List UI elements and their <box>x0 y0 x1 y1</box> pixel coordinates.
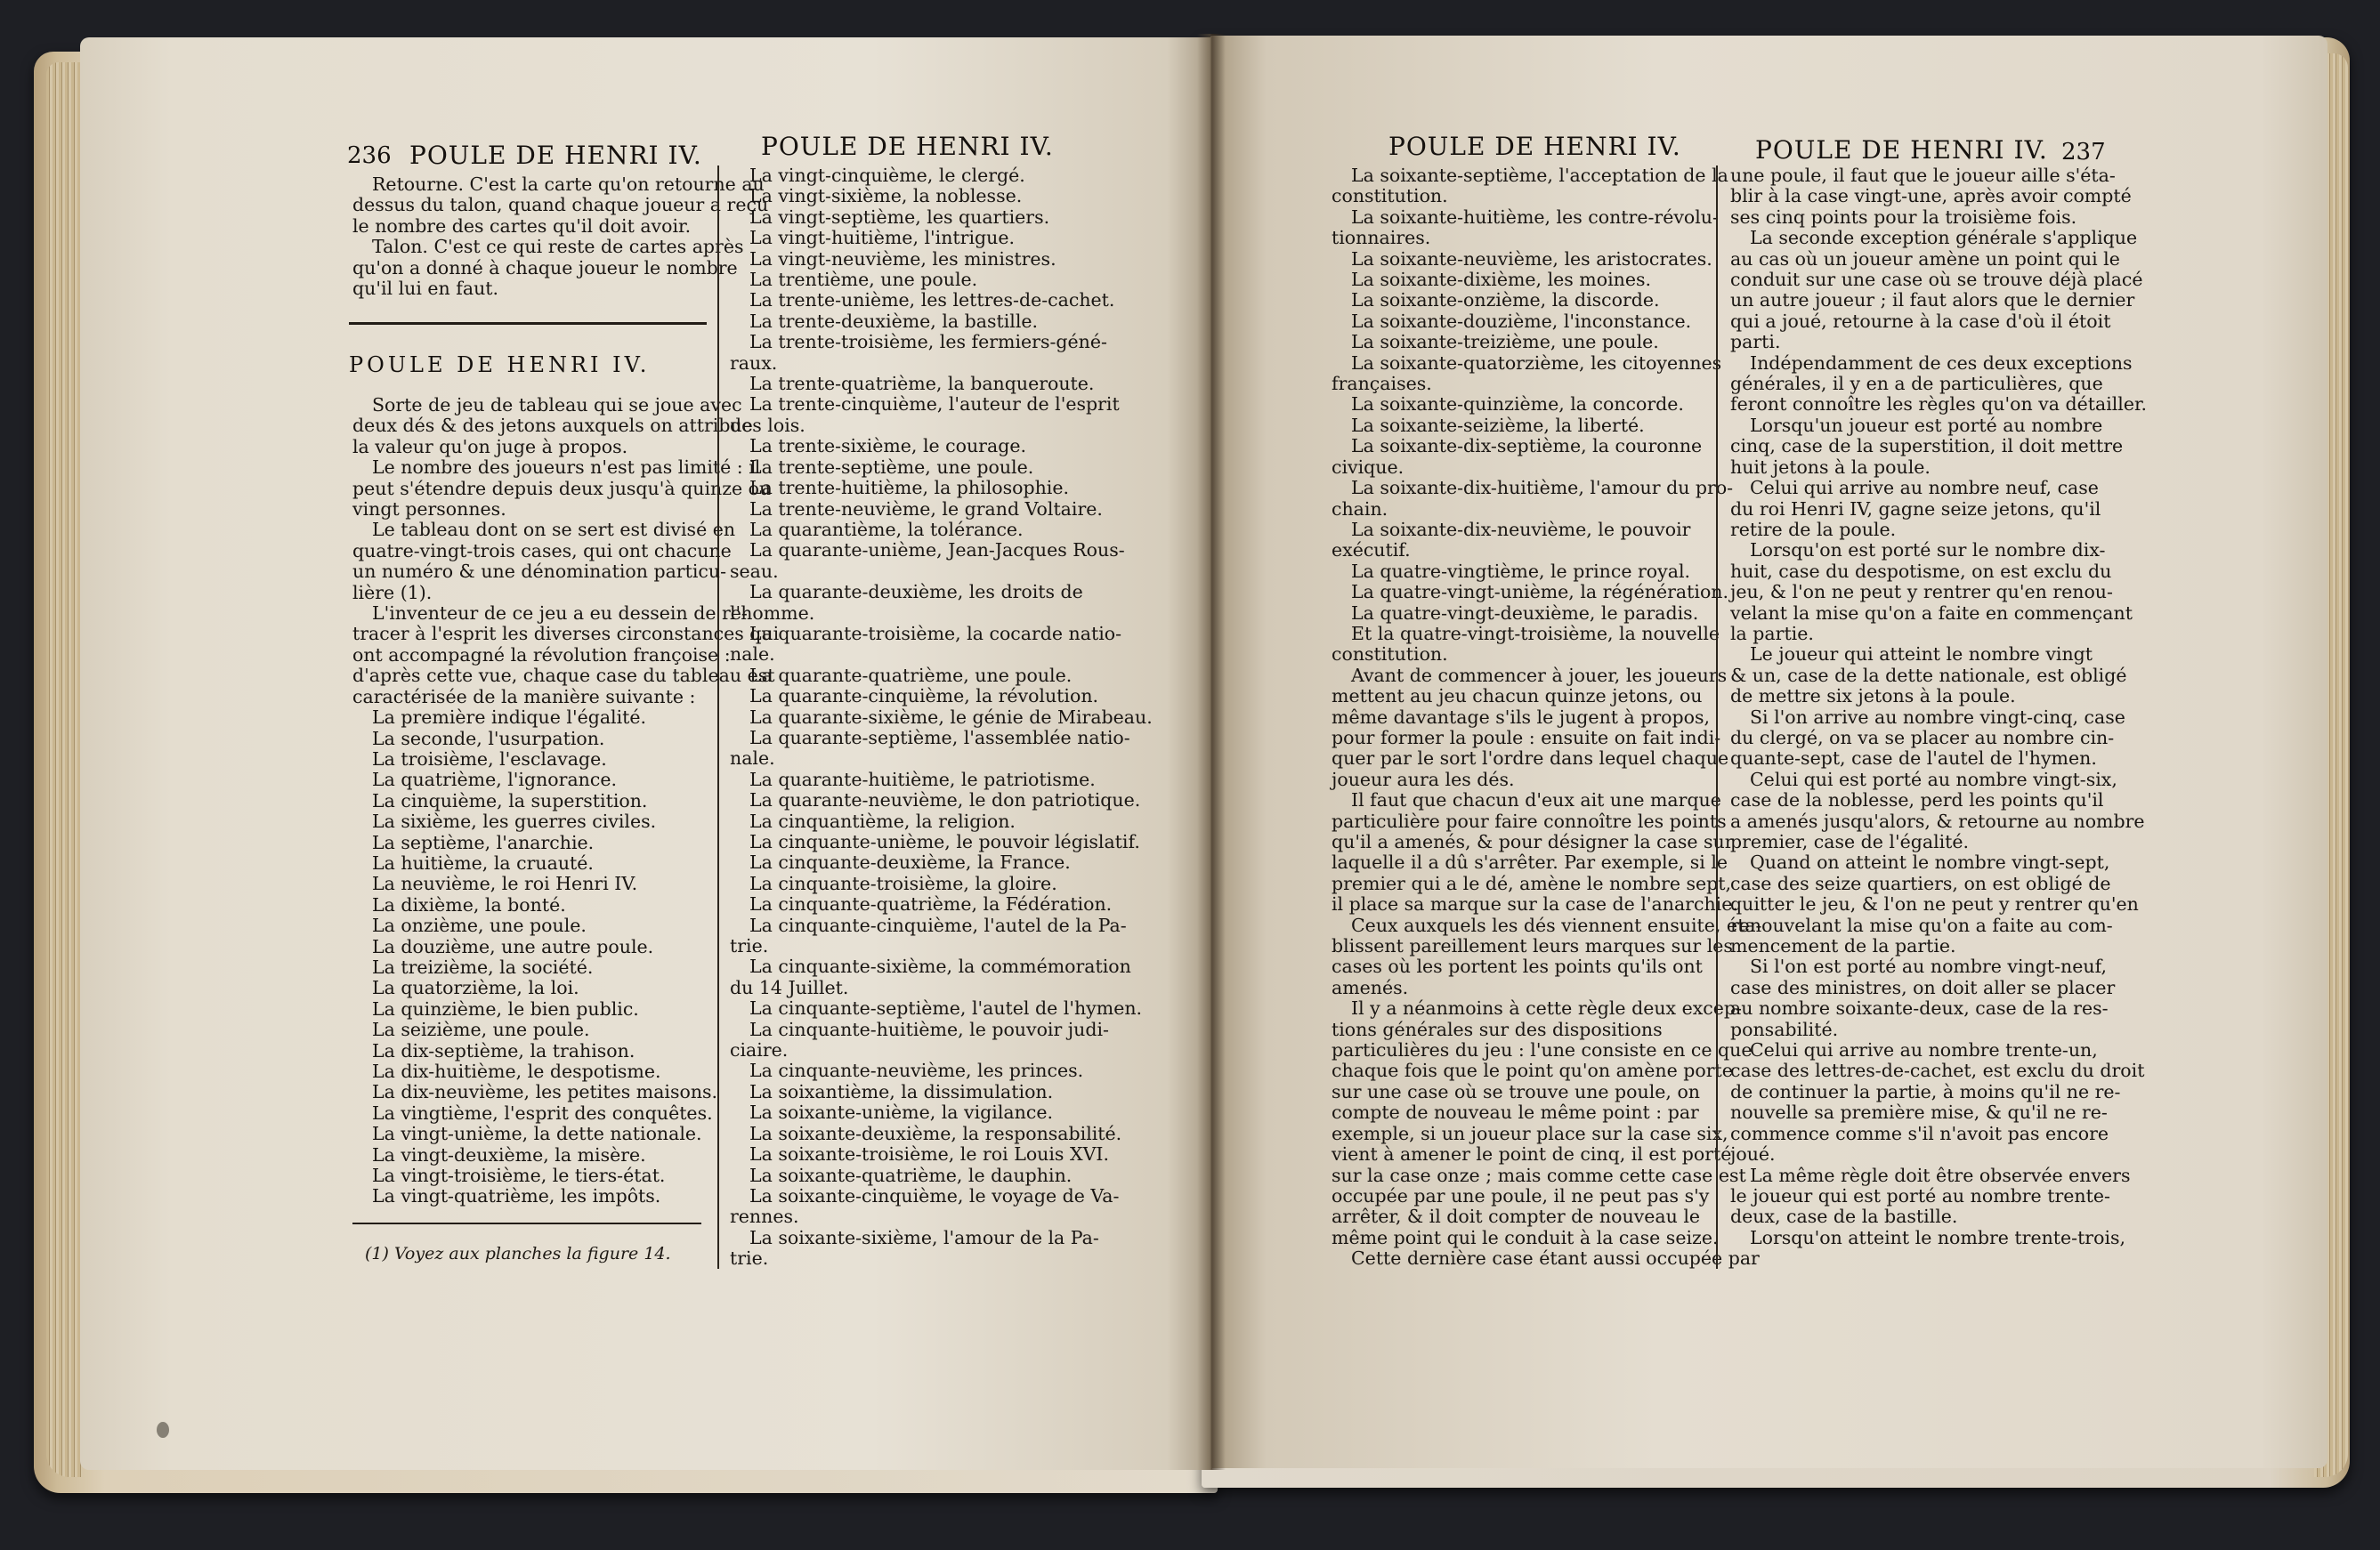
text-line: La vingt-septième, les quartiers. <box>749 206 1050 228</box>
text-line: La soixante-quinzième, la concorde. <box>1351 393 1684 416</box>
text-line: La huitième, la cruauté. <box>372 852 594 874</box>
text-line: Lorsqu'on est porté sur le nombre dix- <box>1750 539 2106 561</box>
text-line: joueur aura les dés. <box>1332 768 1515 790</box>
text-line: Lorsqu'on atteint le nombre trente-trois, <box>1750 1226 2126 1248</box>
text-line: Sorte de jeu de tableau qui se joue avec <box>372 394 742 416</box>
text-line: La trente-troisième, les fermiers-géné- <box>749 331 1107 353</box>
text-line: La trente-unième, les lettres-de-cachet. <box>749 289 1115 311</box>
text-line: La trente-neuvième, le grand Voltaire. <box>749 497 1103 520</box>
left-page-number: 236 <box>347 142 392 169</box>
text-line: qu'on a donné à chaque joueur le nombre <box>352 256 738 279</box>
text-line: ciaire. <box>730 1039 789 1062</box>
left-page-edges <box>46 62 82 1477</box>
text-line: Si l'on arrive au nombre vingt-cinq, case <box>1750 706 2125 728</box>
text-line: La trente-sixième, le courage. <box>749 435 1026 457</box>
text-line: La cinquantième, la religion. <box>749 810 1016 832</box>
text-line: a amenés jusqu'alors, & retourne au nombre <box>1730 810 2145 832</box>
text-line: un autre joueur ; il faut alors que le dernier <box>1730 289 2135 311</box>
text-line: La soixante-dix-huitième, l'amour du pro- <box>1351 477 1734 499</box>
text-line: La cinquante-quatrième, la Fédération. <box>749 893 1113 916</box>
text-line: constitution. <box>1332 643 1448 666</box>
text-line: Quand on atteint le nombre vingt-sept, <box>1750 852 2110 874</box>
text-line: La quatorzième, la loi. <box>372 977 579 999</box>
text-line: La dixième, la bonté. <box>372 893 566 916</box>
text-line: occupée par une poule, il ne peut pas s'y <box>1332 1184 1710 1207</box>
text-line: la partie. <box>1730 622 1814 644</box>
text-line: Et la quatre-vingt-troisième, la nouvelle <box>1351 622 1720 644</box>
text-line: Avant de commencer à jouer, les joueurs <box>1351 664 1728 686</box>
text-line: blir à la case vingt-une, après avoir compté <box>1730 185 2132 207</box>
text-line: La soixante-seizième, la liberté. <box>1351 414 1645 436</box>
text-line: La sixième, les guerres civiles. <box>372 811 657 833</box>
section-title: POULE DE HENRI IV. <box>349 352 651 377</box>
text-line: tracer à l'esprit les diverses circonstances qui <box>352 623 780 645</box>
text-line: La treizième, la société. <box>372 956 594 978</box>
text-line: La quatre-vingt-unième, la régénération. <box>1351 581 1729 603</box>
right-column-divider <box>1716 165 1718 1269</box>
text-line: feront connoître les règles qu'on va détailler. <box>1730 393 2148 416</box>
text-line: retire de la poule. <box>1730 518 1897 540</box>
text-line: case des seize quartiers, on est obligé de <box>1730 872 2111 894</box>
text-line: La soixante-sixième, l'amour de la Pa- <box>749 1226 1099 1248</box>
text-line: La soixante-troisième, le roi Louis XVI. <box>749 1143 1109 1166</box>
text-line: commence comme s'il n'avoit pas encore <box>1730 1122 2109 1144</box>
text-line: La quarante-septième, l'assemblée natio- <box>749 726 1130 748</box>
text-line: Celui qui arrive au nombre trente-un, <box>1750 1039 2098 1062</box>
text-line: La cinquante-neuvième, les princes. <box>749 1060 1084 1082</box>
text-line: du 14 Juillet. <box>730 976 849 998</box>
text-line: particulières du jeu : l'une consiste en ce que <box>1332 1039 1753 1062</box>
text-line: La cinquante-deuxième, la France. <box>749 852 1071 874</box>
text-line: Il faut que chacun d'eux ait une marque <box>1351 789 1721 811</box>
text-line: lière (1). <box>352 581 433 603</box>
text-line: chaque fois que le point qu'on amène porte <box>1332 1060 1733 1082</box>
text-line: arrêter, & il doit compter de nouveau le <box>1332 1206 1701 1228</box>
text-line: La vingtième, l'esprit des conquêtes. <box>372 1102 713 1124</box>
text-line: La cinquante-troisième, la gloire. <box>749 872 1057 894</box>
text-line: La cinquante-cinquième, l'autel de la Pa- <box>749 914 1127 936</box>
text-line: tionnaires. <box>1332 227 1431 249</box>
text-line: d'après cette vue, chaque case du tableau est <box>352 665 775 687</box>
text-line: La quarante-cinquième, la révolution. <box>749 685 1099 707</box>
text-line: La troisième, l'esclavage. <box>372 747 607 770</box>
text-line: de continuer la partie, à moins qu'il ne re- <box>1730 1080 2121 1102</box>
text-line: blissent pareillement leurs marques sur les <box>1332 935 1733 957</box>
text-line: au cas où un joueur amène un point qui le <box>1730 247 2120 270</box>
text-line: La cinquante-sixième, la commémoration <box>749 956 1131 978</box>
text-line: Indépendamment de ces deux exceptions <box>1750 351 2133 374</box>
right-col1-running-head: POULE DE HENRI IV. <box>1388 132 1681 161</box>
text-line: conduit sur une case où se trouve déjà placé <box>1730 269 2143 291</box>
text-line: parti. <box>1730 331 1781 353</box>
text-line: huit, case du despotisme, on est exclu du <box>1730 560 2112 582</box>
text-line: exemple, si un joueur place sur la case six, <box>1332 1122 1728 1144</box>
text-line: La quinzième, le bien public. <box>372 997 639 1020</box>
text-line: Si l'on est porté au nombre vingt-neuf, <box>1750 956 2107 978</box>
text-line: qu'il lui en faut. <box>352 278 499 300</box>
text-line: vingt personnes. <box>352 498 506 521</box>
text-line: sur une case où se trouve une poule, on <box>1332 1080 1700 1102</box>
text-line: quante-sept, case de l'autel de l'hymen. <box>1730 747 2097 770</box>
text-line: compte de nouveau le même point : par <box>1332 1102 1699 1124</box>
text-line: Ceux auxquels les dés viennent ensuite, éta- <box>1351 914 1762 936</box>
text-line: La dix-septième, la trahison. <box>372 1039 635 1062</box>
left-col2-text <box>730 165 1153 1270</box>
text-line: La vingt-cinquième, le clergé. <box>749 165 1025 186</box>
text-line: huit jetons à la poule. <box>1730 456 1931 478</box>
text-line: L'inventeur de ce jeu a eu dessein de re- <box>372 602 748 625</box>
text-line: La soixante-cinquième, le voyage de Va- <box>749 1184 1120 1207</box>
text-line: La vingt-huitième, l'intrigue. <box>749 227 1015 249</box>
text-line: La même règle doit être observée envers <box>1750 1164 2131 1186</box>
text-line: nouvelle sa première mise, & qu'il ne re- <box>1730 1102 2108 1124</box>
text-line: & un, case de la dette nationale, est obligé <box>1730 664 2127 686</box>
paper-speck <box>157 1422 169 1438</box>
text-line: particulière pour faire connoître les points <box>1332 810 1727 832</box>
text-line: trie. <box>730 1247 769 1270</box>
text-line: La soixante-onzième, la discorde. <box>1351 289 1660 311</box>
text-line: qu'il a amenés, & pour désigner la case sur <box>1332 831 1734 852</box>
text-line: civique. <box>1332 456 1405 478</box>
text-line: La quarante-sixième, le génie de Mirabeau. <box>749 706 1153 728</box>
text-line: La trente-septième, une poule. <box>749 456 1034 478</box>
text-line: case des lettres-de-cachet, est exclu du droit <box>1730 1060 2145 1082</box>
text-line: trie. <box>730 935 769 957</box>
text-line: La vingt-quatrième, les impôts. <box>372 1185 661 1207</box>
text-line: Le tableau dont on se sert est divisé en <box>372 519 736 541</box>
text-line: Talon. C'est ce qui reste de cartes après <box>372 236 744 258</box>
right-col2-text <box>1730 165 2148 1248</box>
text-line: le nombre des cartes qu'il doit avoir. <box>352 214 692 237</box>
text-line: La soixante-huitième, les contre-révolu- <box>1351 206 1719 228</box>
text-line: vient à amener le point de cinq, il est porté <box>1332 1143 1732 1166</box>
text-line: La quatrième, l'ignorance. <box>372 769 617 791</box>
text-line: cinq, case de la superstition, il doit mettre <box>1730 435 2124 457</box>
text-line: une poule, il faut que le joueur aille s'éta- <box>1730 165 2116 186</box>
text-line: constitution. <box>1332 185 1448 207</box>
text-line: velant la mise qu'on a faite en commençant <box>1730 601 2133 624</box>
text-line: La soixante-douzième, l'inconstance. <box>1351 310 1692 332</box>
text-line: Celui qui arrive au nombre neuf, case <box>1750 477 2099 499</box>
text-line: dessus du talon, quand chaque joueur a reçu <box>352 194 769 216</box>
text-line: pour former la poule : ensuite on fait indi- <box>1332 726 1721 748</box>
text-line: jeu, & l'on ne peut y rentrer qu'en renou- <box>1730 581 2113 603</box>
text-line: ses cinq points pour la troisième fois. <box>1730 206 2077 228</box>
text-line: mencement de la partie. <box>1730 935 1956 957</box>
text-line: La quarante-neuvième, le don patriotique. <box>749 789 1141 811</box>
text-line: La dix-huitième, le despotisme. <box>372 1061 661 1082</box>
text-line: La trente-deuxième, la bastille. <box>749 310 1039 332</box>
text-line: La quarante-unième, Jean-Jacques Rous- <box>749 539 1125 561</box>
text-line: La cinquante-huitième, le pouvoir judi- <box>749 1018 1109 1040</box>
text-line: La trente-quatrième, la banqueroute. <box>749 373 1095 395</box>
text-line: un numéro & une dénomination particu- <box>352 561 726 583</box>
text-line: sur la case onze ; mais comme cette case est <box>1332 1164 1746 1186</box>
text-line: La soixante-unième, la vigilance. <box>749 1102 1053 1124</box>
text-line: La quarante-huitième, le patriotisme. <box>749 768 1096 790</box>
text-line: La septième, l'anarchie. <box>372 831 595 853</box>
text-line: La trente-huitième, la philosophie. <box>749 477 1069 499</box>
text-line: Le nombre des joueurs n'est pas limité : il <box>372 456 761 479</box>
text-line: La première indique l'égalité. <box>372 706 647 729</box>
text-line: La soixante-dixième, les moines. <box>1351 269 1652 291</box>
text-line: nale. <box>730 643 775 666</box>
text-line: La quatre-vingtième, le prince royal. <box>1351 560 1691 582</box>
text-line: La vingt-troisième, le tiers-état. <box>372 1165 666 1187</box>
text-line: La soixante-quatorzième, les citoyennes <box>1351 351 1722 374</box>
footnote: (1) Voyez aux planches la figure 14. <box>365 1244 671 1263</box>
text-line: case de la noblesse, perd les points qu'il <box>1730 789 2104 811</box>
text-line: la valeur qu'on juge à propos. <box>352 435 628 457</box>
text-line: caractérisée de la manière suivante : <box>352 685 696 707</box>
text-line: ponsabilité. <box>1730 1018 1839 1040</box>
text-line: Celui qui est porté au nombre vingt-six, <box>1750 768 2117 790</box>
text-line: case des ministres, on doit aller se placer <box>1730 976 2116 998</box>
text-line: La vingt-deuxième, la misère. <box>372 1143 646 1166</box>
left-section-rule <box>349 322 707 325</box>
text-line: La soixante-quatrième, le dauphin. <box>749 1164 1073 1186</box>
text-line: rennes. <box>730 1206 799 1228</box>
text-line: La cinquante-septième, l'autel de l'hymen. <box>749 997 1143 1020</box>
text-line: de mettre six jetons à la poule. <box>1730 685 2016 707</box>
text-line: La soixante-dix-septième, la couronne <box>1351 435 1703 457</box>
text-line: quatre-vingt-trois cases, qui ont chacune <box>352 539 732 561</box>
text-line: La soixante-dix-neuvième, le pouvoir <box>1351 518 1691 540</box>
text-line: La vingt-unième, la dette nationale. <box>372 1123 702 1145</box>
text-line: La vingt-neuvième, les ministres. <box>749 247 1056 270</box>
left-running-head: POULE DE HENRI IV. <box>409 141 702 170</box>
text-line: La soixante-deuxième, la responsabilité. <box>749 1122 1122 1144</box>
text-line: nale. <box>730 747 775 770</box>
text-line: La quarante-deuxième, les droits de <box>749 581 1083 603</box>
text-line: La cinquante-unième, le pouvoir législatif. <box>749 831 1140 852</box>
text-line: générales, il y en a de particulières, que <box>1730 373 2103 395</box>
text-line: La quarantième, la tolérance. <box>749 518 1024 540</box>
text-line: même point qui le conduit à la case seize. <box>1332 1226 1719 1248</box>
text-line: La seconde exception générale s'applique <box>1750 227 2138 249</box>
left-col1-top-text <box>352 174 769 300</box>
text-line: renouvelant la mise qu'on a faite au com- <box>1730 914 2113 936</box>
text-line: tions générales sur des dispositions <box>1332 1018 1663 1040</box>
text-line: La quarante-quatrième, une poule. <box>749 664 1073 686</box>
right-page-number: 237 <box>2061 139 2106 165</box>
text-line: La soixante-treizième, une poule. <box>1351 331 1659 353</box>
text-line: joué. <box>1730 1143 1776 1166</box>
text-line: La seizième, une poule. <box>372 1019 590 1041</box>
text-line: amenés. <box>1332 976 1409 998</box>
text-line: seau. <box>730 560 779 582</box>
footnote-rule <box>352 1223 701 1224</box>
text-line: du clergé, on va se placer au nombre cin- <box>1730 726 2115 748</box>
text-line: mettent au jeu chacun quinze jetons, ou <box>1332 685 1703 707</box>
text-line: La soixantième, la dissimulation. <box>749 1080 1054 1102</box>
text-line: chain. <box>1332 497 1388 520</box>
text-line: La trentième, une poule. <box>749 269 978 291</box>
text-line: La onzième, une poule. <box>372 915 587 937</box>
text-line: cases où les portent les points qu'ils ont <box>1332 956 1703 978</box>
text-line: La soixante-neuvième, les aristocrates. <box>1351 247 1712 270</box>
text-line: La vingt-sixième, la noblesse. <box>749 185 1023 207</box>
text-line: La dix-neuvième, les petites maisons. <box>372 1081 718 1103</box>
text-line: Cette dernière case étant aussi occupée par <box>1351 1247 1760 1270</box>
text-line: au nombre soixante-deux, case de la res- <box>1730 997 2109 1020</box>
text-line: ont accompagné la révolution françoise : <box>352 643 731 666</box>
text-line: françaises. <box>1332 373 1432 395</box>
text-line: Lorsqu'un joueur est porté au nombre <box>1750 414 2103 436</box>
text-line: La quatre-vingt-deuxième, le paradis. <box>1351 601 1699 624</box>
left-column-divider <box>717 165 719 1269</box>
text-line: quitter le jeu, & l'on ne peut y rentrer qu'en <box>1730 893 2139 916</box>
text-line: Le joueur qui atteint le nombre vingt <box>1750 643 2093 666</box>
text-line: premier qui a le dé, amène le nombre sept, <box>1332 872 1732 894</box>
text-line: Il y a néanmoins à cette règle deux excep- <box>1351 997 1742 1020</box>
text-line: qui a joué, retourne à la case d'où il étoit <box>1730 310 2111 332</box>
book-gutter <box>1197 34 1226 1470</box>
text-line: La cinquième, la superstition. <box>372 789 648 811</box>
text-line: l'homme. <box>730 601 815 624</box>
text-line: Retourne. C'est la carte qu'on retourne au <box>372 174 765 195</box>
text-line: La douzième, une autre poule. <box>372 935 654 957</box>
text-line: deux, case de la bastille. <box>1730 1206 1958 1228</box>
left-col2-running-head: POULE DE HENRI IV. <box>761 132 1054 161</box>
text-line: peut s'étendre depuis deux jusqu'à quinze ou <box>352 477 772 499</box>
text-line: La quarante-troisième, la cocarde natio- <box>749 622 1122 644</box>
text-line: La neuvième, le roi Henri IV. <box>372 873 638 895</box>
text-line: il place sa marque sur la case de l'anarchie. <box>1332 893 1738 916</box>
text-line: quer par le sort l'ordre dans lequel chaque <box>1332 747 1729 770</box>
text-line: même davantage s'ils le jugent à propos, <box>1332 706 1711 728</box>
right-running-head: POULE DE HENRI IV. <box>1755 135 2048 165</box>
text-line: des lois. <box>730 414 805 436</box>
text-line: du roi Henri IV, gagne seize jetons, qu'il <box>1730 497 2101 520</box>
text-line: le joueur qui est porté au nombre trente- <box>1730 1184 2110 1207</box>
text-line: laquelle il a dû s'arrêter. Par exemple, si le <box>1332 852 1728 874</box>
text-line: exécutif. <box>1332 539 1411 561</box>
text-line: deux dés & des jetons auxquels on attribue <box>352 415 753 437</box>
text-line: La trente-cinquième, l'auteur de l'esprit <box>749 393 1120 416</box>
text-line: raux. <box>730 351 778 374</box>
text-line: La soixante-septième, l'acceptation de la <box>1351 165 1728 186</box>
text-line: premier, case de l'égalité. <box>1730 831 1970 852</box>
text-line: La seconde, l'usurpation. <box>372 727 605 749</box>
